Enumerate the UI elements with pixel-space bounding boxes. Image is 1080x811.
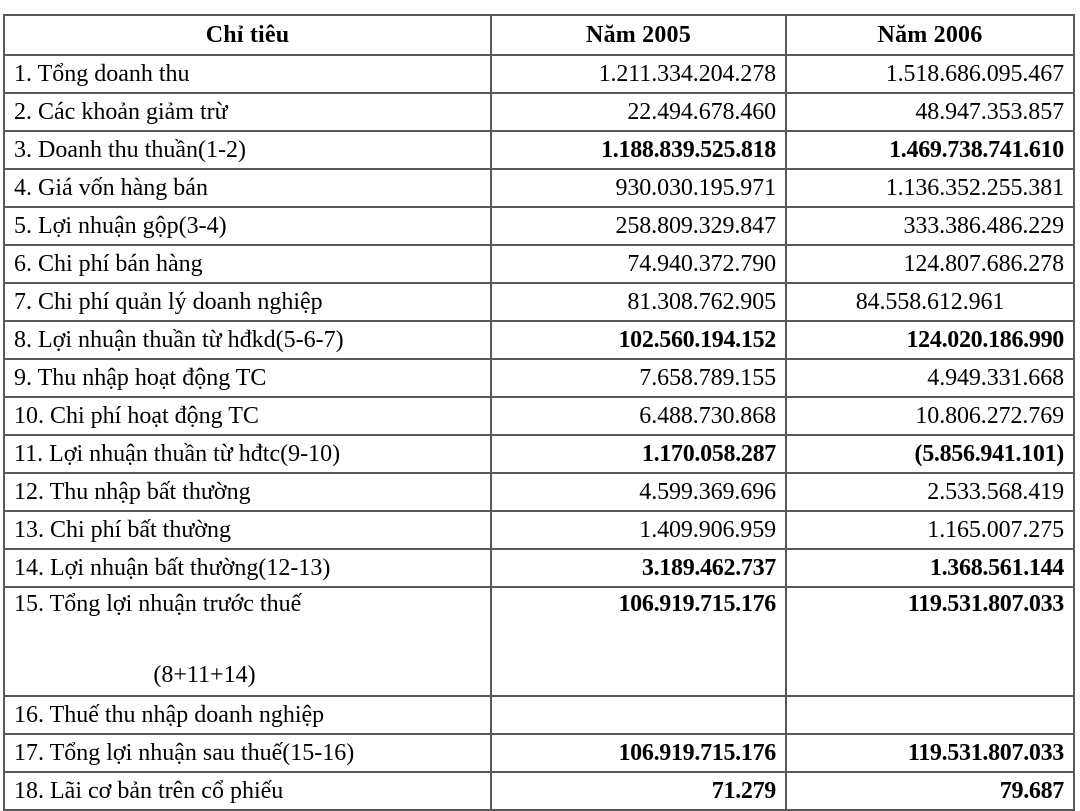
table-row — [4, 169, 1074, 207]
row-value-2005: 106.919.715.176 — [491, 734, 786, 772]
row-label: 8. Lợi nhuận thuần từ hđkd(5-6-7) — [4, 321, 491, 359]
row-label-main: 15. Tổng lợi nhuận trước thuế — [14, 591, 302, 617]
row-value-2006: 84.558.612.961 — [786, 283, 1074, 321]
table-row — [4, 435, 1074, 473]
table-row — [4, 587, 1074, 696]
row-value-2006: 1.469.738.741.610 — [786, 131, 1074, 169]
row-label: 7. Chi phí quản lý doanh nghiệp — [4, 283, 491, 321]
header-row — [4, 15, 1074, 55]
row-value-2005: 4.599.369.696 — [491, 473, 786, 511]
table-row — [4, 696, 1074, 734]
row-value-2005: 1.170.058.287 — [491, 435, 786, 473]
table-row — [4, 511, 1074, 549]
row-value-2006: 124.020.186.990 — [786, 321, 1074, 359]
row-value-2006: 2.533.568.419 — [786, 473, 1074, 511]
row-label — [4, 587, 491, 696]
row-value-2006: 48.947.353.857 — [786, 93, 1074, 131]
table-row — [4, 734, 1074, 772]
column-header-year-2005: Năm 2005 — [491, 15, 786, 55]
table-row — [4, 283, 1074, 321]
table-row — [4, 245, 1074, 283]
row-value-2005: 1.188.839.525.818 — [491, 131, 786, 169]
table-row — [4, 207, 1074, 245]
row-label: 17. Tổng lợi nhuận sau thuế(15-16) — [4, 734, 491, 772]
table-row — [4, 473, 1074, 511]
table-row — [4, 359, 1074, 397]
row-value-2006: 1.136.352.255.381 — [786, 169, 1074, 207]
row-value-2005: 74.940.372.790 — [491, 245, 786, 283]
row-value-2005: 1.409.906.959 — [491, 511, 786, 549]
table-row — [4, 549, 1074, 587]
row-value-2006: 1.165.007.275 — [786, 511, 1074, 549]
row-value-2005: 22.494.678.460 — [491, 93, 786, 131]
row-value-2006 — [786, 696, 1074, 734]
table-header — [4, 15, 1074, 55]
row-label: 1. Tổng doanh thu — [4, 55, 491, 93]
table-row — [4, 321, 1074, 359]
row-value-2006: 119.531.807.033 — [786, 734, 1074, 772]
row-value-2006: 333.386.486.229 — [786, 207, 1074, 245]
row-value-2006: 79.687 — [786, 772, 1074, 810]
table-row — [4, 397, 1074, 435]
financial-results-table — [3, 14, 1075, 811]
row-label: 4. Giá vốn hàng bán — [4, 169, 491, 207]
row-value-2005: 3.189.462.737 — [491, 549, 786, 587]
row-label: 14. Lợi nhuận bất thường(12-13) — [4, 549, 491, 587]
row-value-2006: (5.856.941.101) — [786, 435, 1074, 473]
row-label-formula: (8+11+14) — [153, 661, 256, 688]
row-value-2005: 102.560.194.152 — [491, 321, 786, 359]
row-label: 2. Các khoản giảm trừ — [4, 93, 491, 131]
row-label: 5. Lợi nhuận gộp(3-4) — [4, 207, 491, 245]
row-value-2006: 119.531.807.033 — [786, 587, 1074, 696]
table-row — [4, 93, 1074, 131]
row-label: 3. Doanh thu thuần(1-2) — [4, 131, 491, 169]
row-value-2005: 258.809.329.847 — [491, 207, 786, 245]
column-header-year-2006: Năm 2006 — [786, 15, 1074, 55]
row-label: 10. Chi phí hoạt động TC — [4, 397, 491, 435]
row-value-2005 — [491, 696, 786, 734]
row-value-2006: 1.368.561.144 — [786, 549, 1074, 587]
table-body — [4, 55, 1074, 810]
row-value-2006: 4.949.331.668 — [786, 359, 1074, 397]
row-value-2005: 81.308.762.905 — [491, 283, 786, 321]
row-label: 9. Thu nhập hoạt động TC — [4, 359, 491, 397]
row-label: 16. Thuế thu nhập doanh nghiệp — [4, 696, 491, 734]
table-row — [4, 131, 1074, 169]
table-row — [4, 772, 1074, 810]
table-row — [4, 55, 1074, 93]
row-label: 6. Chi phí bán hàng — [4, 245, 491, 283]
column-header-label: Chỉ tiêu — [4, 15, 491, 55]
row-label: 11. Lợi nhuận thuần từ hđtc(9-10) — [4, 435, 491, 473]
row-label: 18. Lãi cơ bản trên cổ phiếu — [4, 772, 491, 810]
row-label: 12. Thu nhập bất thường — [4, 473, 491, 511]
row-value-2005: 7.658.789.155 — [491, 359, 786, 397]
row-value-2006: 124.807.686.278 — [786, 245, 1074, 283]
row-value-2005: 930.030.195.971 — [491, 169, 786, 207]
row-value-2005: 1.211.334.204.278 — [491, 55, 786, 93]
row-label: 13. Chi phí bất thường — [4, 511, 491, 549]
row-value-2005: 6.488.730.868 — [491, 397, 786, 435]
row-value-2006: 1.518.686.095.467 — [786, 55, 1074, 93]
row-value-2006: 10.806.272.769 — [786, 397, 1074, 435]
row-value-2005: 106.919.715.176 — [491, 587, 786, 696]
row-value-2005: 71.279 — [491, 772, 786, 810]
